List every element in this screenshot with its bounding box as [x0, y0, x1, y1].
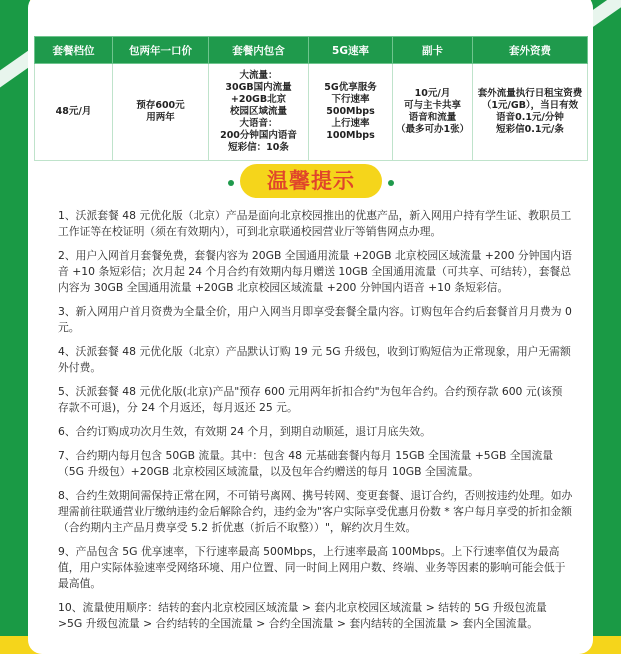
cell-extra-charges: 套外流量执行日租宝资费 （1元/GB），当日有效 语音0.1元/分钟 短彩信0.1元/条 — [473, 64, 588, 161]
note-item: 8、合约生效期间需保持正常在网，不可销号离网、携号转网、变更套餐、退订合约，否则按违约处理。如办理需前往联通营业厅缴纳违约金后解除合约，违约金为"客户实际享受优惠月份数 * 客户每月享受的折扣金额（合约期内主产品月费享受 5.2 折优惠（折后不取整））"，解约次月生效。 — [58, 489, 573, 534]
note-item: 4、沃派套餐 48 元优化版（北京）产品默认订购 19 元 5G 升级包，收到订购短信为正常现象，用户无需额外付费。 — [58, 345, 571, 374]
table-row — [35, 64, 588, 161]
cell-plan-includes: 大流量： 30GB国内流量 +20GB北京 校园区域流量 大语音： 200分钟国内语音 短彩信：10条 — [209, 64, 309, 161]
banner-dot-right — [388, 180, 394, 186]
table-header-row — [35, 37, 588, 64]
cell-5g-speed: 5G优享服务 下行速率 500Mbps 上行速率 100Mbps — [309, 64, 393, 161]
note-item: 7、合约期内每月包含 50GB 流量。其中：包含 48 元基础套餐内每月 15GB 全国流量 +5GB 全国流量（5G 升级包）+20GB 北京校园区域流量，以及包年合约赠送的每月 10GB 全国流量。 — [58, 449, 554, 478]
cell-plan-tier: 48元/月 — [35, 64, 113, 161]
plan-table — [34, 36, 588, 161]
tips-title: 温馨提示 — [267, 169, 355, 193]
banner-dot-left — [228, 180, 234, 186]
notes-list — [58, 208, 573, 640]
background-right-stripe — [591, 0, 621, 636]
note-item: 9、产品包含 5G 优享速率，下行速率最高 500Mbps，上行速率最高 100Mbps。上下行速率值仅为最高值，用户实际体验速率受网络环境、用户位置、同一时间上网用户数、终端、业务等因素的影响可能会低于最高值。 — [58, 545, 566, 590]
header-extra-charges: 套外资费 — [473, 37, 588, 64]
header-plan-tier: 套餐档位 — [35, 37, 113, 64]
note-item: 5、沃派套餐 48 元优化版(北京)产品"预存 600 元用两年折扣合约"为包年合约。合约预存款 600 元(该预存款不可退)，分 24 个月返还，每月返还 25 元。 — [58, 385, 563, 414]
note-item: 3、新入网用户首月资费为全量全价，用户入网当月即享受套餐全量内容。订购包年合约后套餐首月月费为 0 元。 — [58, 305, 572, 334]
header-secondary-card: 副卡 — [393, 37, 473, 64]
note-item: 10、流量使用顺序：结转的套内北京校园区域流量 > 套内北京校园区域流量 > 结转的 5G 升级包流量 >5G 升级包流量 > 合约结转的全国流量 > 合约全国流量 > 套内结转的全国流量 > 套内全国流量。 — [58, 601, 547, 630]
tips-banner — [240, 164, 382, 198]
note-item: 2、用户入网首月套餐免费，套餐内容为 20GB 全国通用流量 +20GB 北京校园区域流量 +200 分钟国内语音 +10 条短彩信；次月起 24 个月合约有效期内每月赠送 10GB 全国通用流量（可共享、可结转），套餐总内容为 30GB 全国通用流量 +20GB 北京校园区域流量 +200 分钟国内语音 +10 条短彩信。 — [58, 249, 572, 294]
cell-secondary-card: 10元/月 可与主卡共享 语音和流量 （最多可办1张） — [393, 64, 473, 161]
cell-two-year-price: 预存600元 用两年 — [113, 64, 209, 161]
note-item: 6、合约订购成功次月生效，有效期 24 个月，到期自动顺延，退订月底失效。 — [58, 425, 431, 438]
background-left-stripe — [0, 0, 30, 636]
header-two-year-price: 包两年一口价 — [113, 37, 209, 64]
note-item: 1、沃派套餐 48 元优化版（北京）产品是面向北京校园推出的优惠产品，新入网用户持有学生证、教职员工工作证等在校证明（须在有效期内），可到北京联通校园营业厅等销售网点办理。 — [58, 209, 572, 238]
header-plan-includes: 套餐内包含 — [209, 37, 309, 64]
header-5g-speed: 5G速率 — [309, 37, 393, 64]
